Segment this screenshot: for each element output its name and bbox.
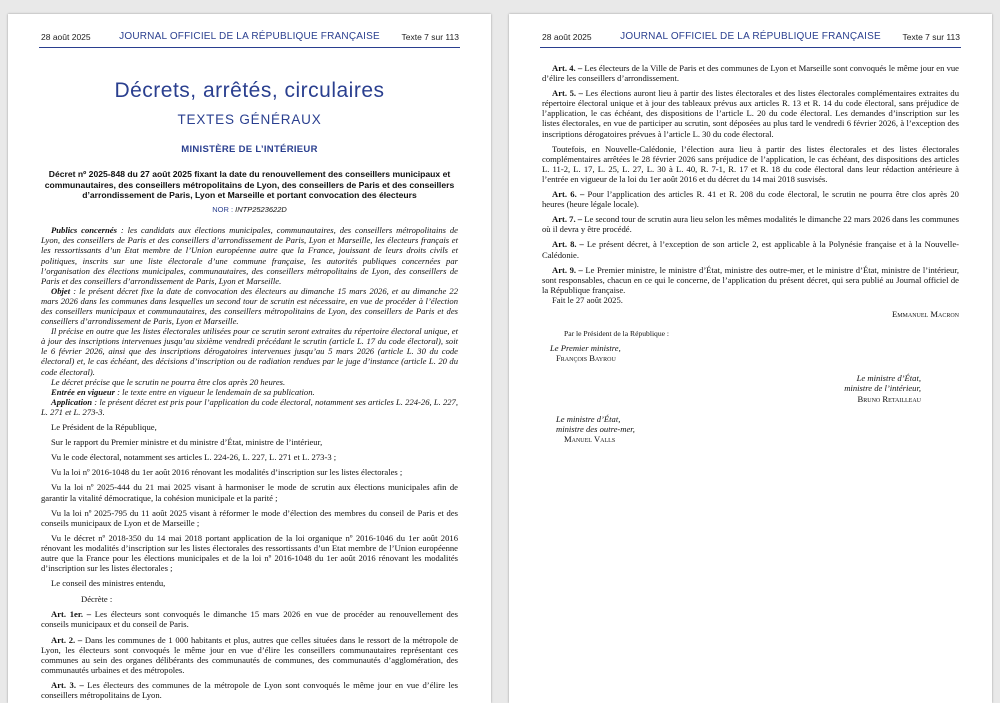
interior-name: Bruno Retailleau (857, 393, 921, 404)
preamble-line: Le Président de la République, (51, 422, 157, 433)
outremer-title-2: ministre des outre-mer, (556, 423, 635, 434)
notice-paragraph (41, 387, 458, 397)
section-subtitle: TEXTES GÉNÉRAUX (177, 112, 322, 128)
preamble-line: Sur le rapport du Premier ministre et du ministre d’État, ministre de l’intérieur, (51, 437, 323, 448)
notice-paragraph (41, 286, 458, 326)
article-label: Art. 4. – (552, 63, 583, 73)
header-journal-title: JOURNAL OFFICIEL DE LA RÉPUBLIQUE FRANÇAISE (119, 31, 380, 42)
article (41, 635, 458, 675)
preamble-line: Le conseil des ministres entendu, (51, 578, 166, 589)
article-text: Le présent décret, à l’exception de son article 2, est applicable à la Polynésie française et à la Nouvelle-Calédonie. (542, 239, 959, 260)
article (41, 680, 458, 700)
article (542, 214, 959, 234)
outremer-name: Manuel Valls (564, 433, 616, 444)
article (542, 88, 959, 138)
article-label: Art. 3. – (51, 679, 84, 690)
article (41, 609, 458, 629)
article (542, 239, 959, 259)
fait-line: Fait le 27 août 2025. (552, 294, 623, 305)
nor-label: NOR : (212, 205, 236, 215)
notice-paragraph (41, 397, 458, 417)
preamble-line: Vu le code électoral, notamment ses articles L. 224-26, L. 227, L. 271 et L. 273-3 ; (51, 452, 337, 463)
article-text: Les électeurs sont convoqués le dimanche 15 mars 2026 en vue de procéder au renouvellement des conseils municipaux et du conseil de Paris. (41, 609, 458, 630)
article-label: Art. 7. – (552, 214, 583, 225)
article-label: Art. 9. – (552, 264, 583, 275)
preamble (41, 422, 458, 700)
nor-value: INTP2523622D (235, 205, 287, 215)
notice-label: Application (51, 396, 93, 407)
notice-text: Il précise en outre que les listes électorales utilisées pour ce scrutin seront extraites du répertoire électoral unique, et à jour des inscriptions intervenues jusqu’au sixième vendredi précédant le scrutin (article L. 17 du code électoral), soit le 6 février 2026, ainsi que des inscriptions dérogatoires intervenues jusqu’au 5 mars 2026 (article L. 30 du code électoral) et, le cas échéant, des décisions d’inscription ou de radiation rendues par le juge d’instance (article L. 20 du code électoral). (41, 326, 458, 377)
page-left (8, 14, 491, 703)
header-date: 28 août 2025 (542, 32, 592, 42)
decrete-line: Décrète : (81, 594, 113, 605)
preamble-line: Vu la loi nº 2025-795 du 11 août 2025 visant à réformer le mode d’élection des membres du conseil de Paris et des conseils municipaux de Lyon et de Marseille ; (41, 507, 458, 528)
decree-notice (41, 225, 458, 417)
preamble-line: Vu le décret nº 2018-350 du 14 mai 2018 portant application de la loi organique nº 2016-1046 du 1er août 2016 rénovant les modalités d’inscription sur les listes électorales des ressortissants d’un Etat membre de l’Union européenne autre que la France pour les élections municipales et de la loi nº 2016-1048 du 1er août 2016 rénovant les modalités d’inscription sur les listes électorales ; (41, 532, 458, 574)
pm-title: Le Premier ministre, (550, 343, 621, 354)
signature-block-pm (542, 329, 959, 363)
notice-label: Objet (51, 285, 71, 296)
article-text: Le Premier ministre, le ministre d’État, ministre des outre-mer, et le ministre d’État, ministre de l’intérieur, sont responsables, chacun en ce qui le concerne, de l’application du présent décret, qui sera publié au Journal officiel de la République française. (542, 264, 959, 295)
article (542, 265, 959, 295)
pm-name: François Bayrou (556, 353, 616, 364)
article-label: Art. 1er. – (51, 609, 92, 620)
right-content (542, 58, 959, 444)
notice-text: : le présent décret est pris pour l’application du code électoral, notamment ses articles L. 224-26, L. 227, L. 271 et L. 273-3. (41, 396, 458, 417)
notice-text: : le présent décret fixe la date de convocation des électeurs au dimanche 15 mars 2026, et au dimanche 22 mars 2026 dans les communes dans lesquelles un second tour de scrutin est nécessaire, en vue de procéder à l’élection des conseillers municipaux et communautaires, des conseillers métropolitains de Lyon, des conseillers de Paris et des conseillers d’arrondissement de Paris, Lyon et Marseille. (41, 285, 458, 327)
interior-title-1: Le ministre d’État, (856, 373, 921, 384)
notice-paragraph (41, 377, 458, 387)
article-text: Le second tour de scrutin aura lieu selon les mêmes modalités le dimanche 22 mars 2026 dans les communes où il devra y être procédé. (542, 214, 959, 235)
header-text-number: Texte 7 sur 113 (401, 32, 459, 42)
signatory-president: Emmanuel Macron (891, 308, 959, 319)
header-journal-title: JOURNAL OFFICIEL DE LA RÉPUBLIQUE FRANÇAISE (620, 31, 881, 42)
notice-text: Le décret précise que le scrutin ne pourra être clos après 20 heures. (51, 376, 286, 387)
notice-label: Entrée en vigueur (51, 386, 115, 397)
article-text: Les électeurs de la Ville de Paris et des communes de Lyon et Marseille sont convoqués le même jour en vue d’élire les conseillers d’arrondissement. (542, 63, 959, 84)
page-header (509, 32, 992, 46)
outremer-title-1: Le ministre d’État, (556, 413, 621, 424)
ministry-heading: MINISTÈRE DE L’INTÉRIEUR (181, 144, 318, 156)
header-rule (540, 47, 961, 48)
notice-paragraph (41, 225, 458, 286)
header-date: 28 août 2025 (41, 32, 91, 42)
article (542, 144, 959, 184)
article-label: Art. 8. – (552, 239, 584, 250)
page-header (8, 32, 491, 46)
nor-reference (41, 205, 458, 215)
notice-paragraph (41, 326, 458, 376)
header-rule (39, 47, 460, 48)
page-right (509, 14, 992, 703)
notice-label: Publics concernés (51, 225, 117, 236)
article-text: Les élections auront lieu à partir des listes électorales et des listes électorales complémentaires extraites du répertoire électoral unique et à jour des tableaux prévus aux articles R. 13 et R. 14 du code électoral, sans préjudice de l’application, le cas échéant, des dispositions de l’article L. 20 du code électoral. Les demandes d’inscription sur les listes électorales, en vue de participer au scrutin, sont déposées au plus tard le vendredi 6 février 2026, à l’exception des inscriptions dérogatoires prévues à l’article L. 30 du code électoral. (542, 88, 959, 139)
notice-text: : les candidats aux élections municipales, communautaires, des conseillers métropolitains de Lyon, des conseillers de Paris et des conseillers d’arrondissement de Paris, Lyon et Marseille, les électeurs français et les ressortissants d’un Etat membre de l’Union européenne autre que la France, jouissant de leurs droits civils et politiques, inscrits sur une liste électorale d’une commune française, les autorités publiques concernées par l’organisation des élections municipales, communautaires, des conseillers métropolitains de Lyon, des conseillers de Paris et des conseillers d’arrondissement de Paris, Lyon et Marseille. (41, 225, 458, 286)
preamble-line: Vu la loi nº 2025-444 du 21 mai 2025 visant à harmoniser le mode de scrutin aux élections municipales afin de garantir la vitalité démocratique, la cohésion municipale et la parité ; (41, 482, 458, 503)
interior-title-2: ministre de l’intérieur, (844, 383, 921, 394)
left-content (41, 52, 458, 700)
par-le-president: Par le Président de la République : (564, 329, 670, 339)
notice-text: : le texte entre en vigueur le lendemain de sa publication. (114, 386, 315, 397)
article-text: Pour l’application des articles R. 41 et R. 208 du code électoral, le scrutin ne pourra être clos après 20 heures (heure légale locale). (542, 189, 959, 210)
article (542, 63, 959, 83)
article-label: Art. 6. – (552, 189, 585, 200)
article-label: Art. 2. – (51, 634, 83, 645)
decree-title: Décret nº 2025-848 du 27 août 2025 fixant la date du renouvellement des conseillers municipaux et communautaires, des conseillers métropolitains de Lyon, des conseillers de Paris et des conseillers d’arrondissement de Paris, Lyon et Marseille et portant convocation des électeurs (44, 169, 455, 200)
article-text: Toutefois, en Nouvelle-Calédonie, l’élection aura lieu à partir des listes électorales et des listes électorales complémentaires arrêtées le 28 février 2026 sans préjudice de l’application, le cas échéant, des dispositions des articles L. 11-2, L. 17, L. 25, L. 27, L. 30 à L. 40, R. 7-1, R. 17 et R. 18 du code électoral dans leur rédaction antérieure à l’entrée en vigueur de la loi du 1er août 2016 et du décret du 14 mai 2018 susvisés. (542, 143, 959, 184)
article (542, 189, 959, 209)
article-text: Les électeurs des communes de la métropole de Lyon sont convoqués le même jour en vue d’élire les conseillers métropolitains de Lyon. (41, 679, 458, 701)
preamble-line: Vu la loi nº 2016-1048 du 1er août 2016 rénovant les modalités d’inscription sur les listes électorales ; (51, 467, 403, 478)
header-text-number: Texte 7 sur 113 (902, 32, 960, 42)
article-label: Art. 5. – (552, 88, 583, 99)
section-title: Décrets, arrêtés, circulaires (114, 79, 385, 102)
article-text: Dans les communes de 1 000 habitants et plus, autres que celles situées dans le ressort de la métropole de Lyon, les électeurs sont convoqués le même jour en vue d’élire les conseillers communautaires représentant ces communes au sein des organes délibérants des communautés de communes, des communautés d’agglomération, des communautés urbaines et des métropoles. (41, 634, 459, 675)
